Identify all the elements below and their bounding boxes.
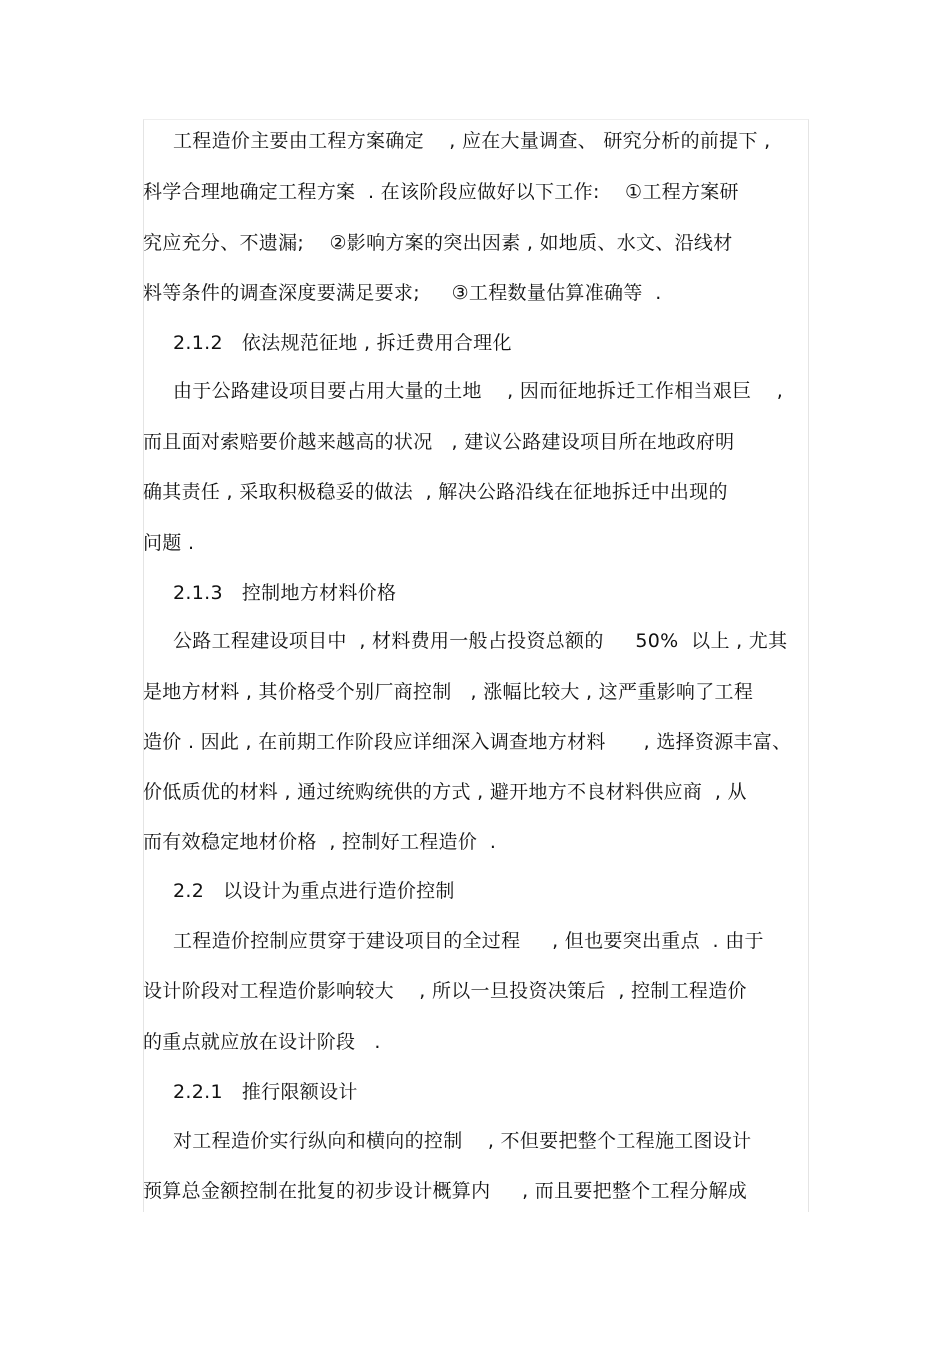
paragraph-line: 设计阶段对工程造价影响较大 , 所以一旦投资决策后 , 控制工程造价 <box>143 980 747 1002</box>
paragraph-line: 价低质优的材料 , 通过统购统供的方式 , 避开地方不良材料供应商 , 从 <box>143 781 747 803</box>
paragraph-line: 确其责任 , 采取积极稳妥的做法 , 解决公路沿线在征地拆迁中出现的 <box>143 481 728 503</box>
paragraph-line: 而有效稳定地材价格 , 控制好工程造价 . <box>143 831 497 853</box>
section-heading-2-1-2: 2.1.2 依法规范征地 , 拆迁费用合理化 <box>173 332 512 354</box>
paragraph-line: 究应充分、不遗漏; ②影响方案的突出因素 , 如地质、水文、沿线材 <box>143 232 733 254</box>
section-heading-2-2: 2.2 以设计为重点进行造价控制 <box>173 880 455 902</box>
paragraph-line: 预算总金额控制在批复的初步设计概算内 , 而且要把整个工程分解成 <box>143 1180 748 1202</box>
paragraph-line: 科学合理地确定工程方案 . 在该阶段应做好以下工作: ①工程方案研 <box>143 181 739 203</box>
paragraph-line: 而且面对索赔要价越来越高的状况 , 建议公路建设项目所在地政府明 <box>143 431 735 453</box>
paragraph-line: 工程造价主要由工程方案确定 , 应在大量调查、 研究分析的前提下 , <box>173 130 771 152</box>
paragraph-line: 工程造价控制应贯穿于建设项目的全过程 , 但也要突出重点 . 由于 <box>173 930 764 952</box>
paragraph-line: 对工程造价实行纵向和横向的控制 , 不但要把整个工程施工图设计 <box>173 1130 752 1152</box>
paragraph-line: 造价 . 因此 , 在前期工作阶段应详细深入调查地方材料 , 选择资源丰富、 <box>143 731 792 753</box>
section-heading-2-2-1: 2.2.1 推行限额设计 <box>173 1081 358 1103</box>
paragraph-line: 问题 . <box>143 532 195 554</box>
paragraph-line: 是地方材料 , 其价格受个别厂商控制 , 涨幅比较大 , 这严重影响了工程 <box>143 681 754 703</box>
paragraph-line: 公路工程建设项目中 , 材料费用一般占投资总额的 50% 以上 , 尤其 <box>173 630 788 652</box>
paragraph-line: 由于公路建设项目要占用大量的土地 , 因而征地拆迁工作相当艰巨 , <box>173 380 784 402</box>
paragraph-line: 料等条件的调查深度要满足要求; ③工程数量估算准确等 . <box>143 282 662 304</box>
section-heading-2-1-3: 2.1.3 控制地方材料价格 <box>173 582 397 604</box>
paragraph-line: 的重点就应放在设计阶段 . <box>143 1031 381 1053</box>
